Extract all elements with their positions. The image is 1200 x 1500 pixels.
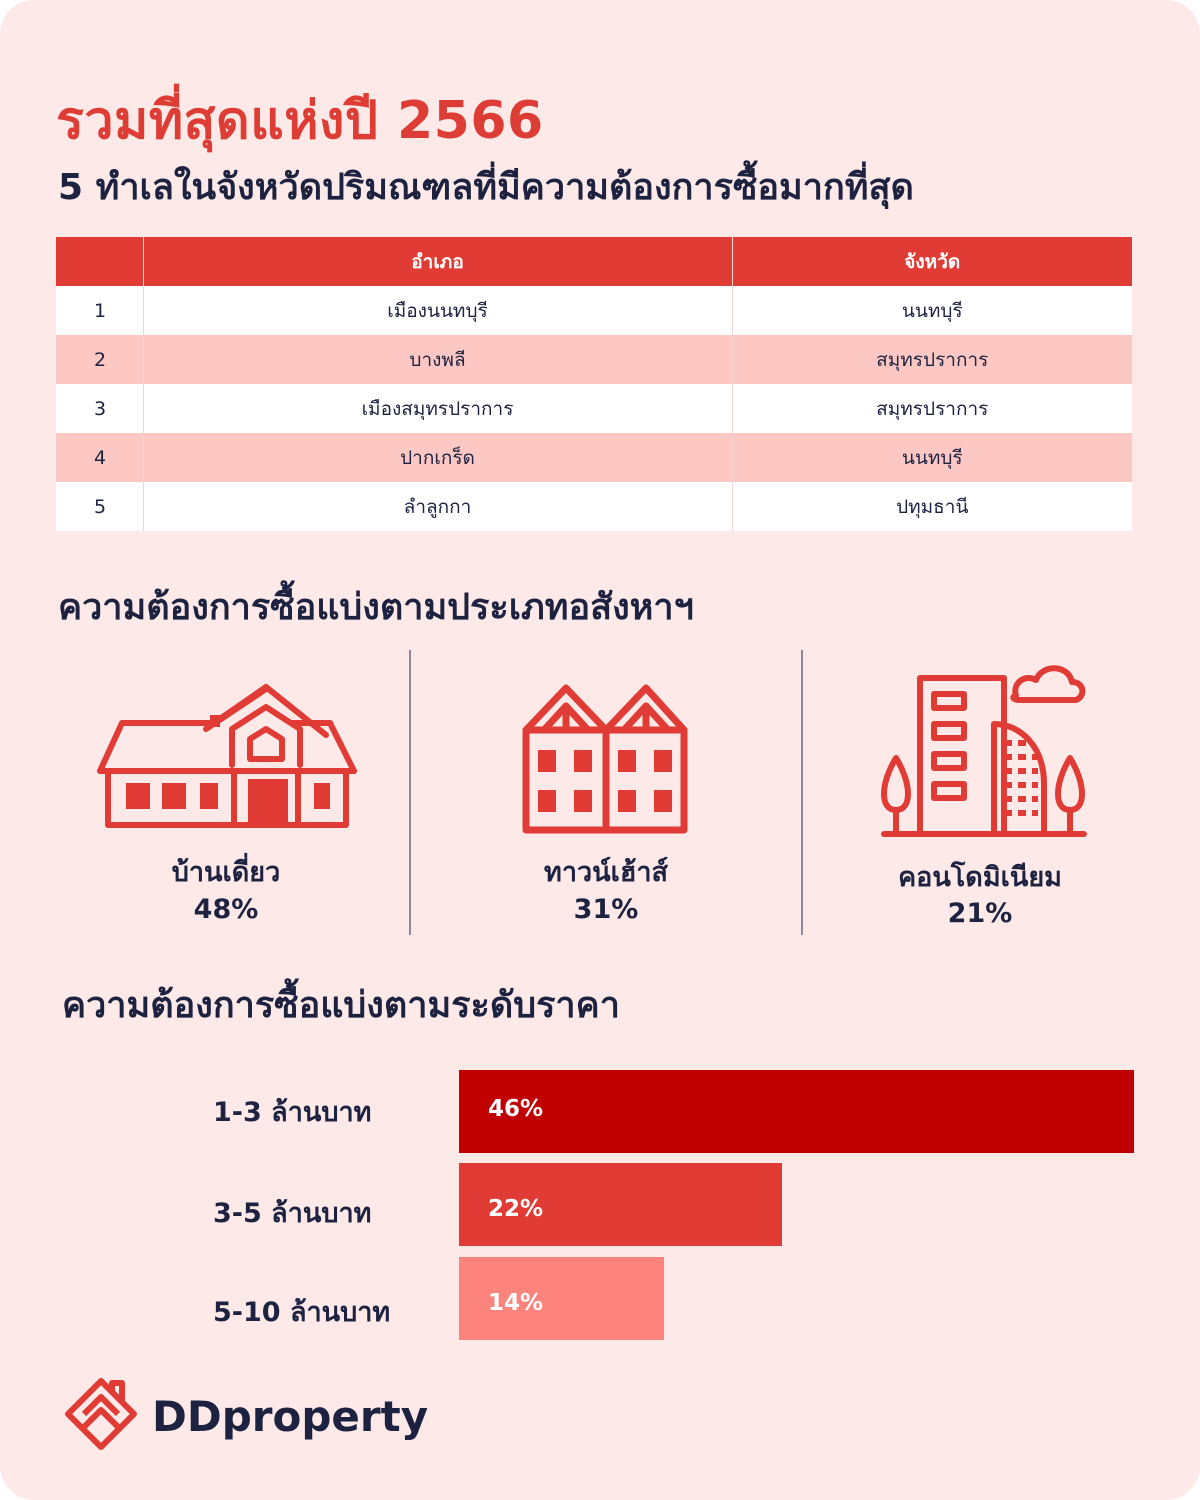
table-row <box>56 482 1132 531</box>
property-type-value: 31% <box>573 894 639 925</box>
table-row <box>56 335 1132 384</box>
single-house-icon <box>96 683 358 829</box>
property-type-value: 21% <box>947 898 1013 929</box>
rank-cell: 4 <box>56 433 143 482</box>
province-cell: นนทบุรี <box>732 286 1132 335</box>
province-cell: นนทบุรี <box>732 433 1132 482</box>
province-cell: ปทุมธานี <box>732 482 1132 531</box>
column-divider <box>409 650 411 935</box>
column-divider <box>801 650 803 935</box>
bar-category-label: 5-10 ล้านบาท <box>213 1297 391 1328</box>
table-header-row <box>56 237 1132 286</box>
district-cell: ลำลูกกา <box>143 482 732 531</box>
bar-value-label: 14% <box>488 1290 544 1316</box>
ddproperty-logo-icon <box>60 1375 142 1457</box>
page-title: รวมที่สุดแห่งปี 2566 <box>56 91 544 151</box>
property-type-section-title: ความต้องการซื้อแบ่งตามประเภทอสังหาฯ <box>58 587 694 628</box>
page-subtitle: 5 ทำเลในจังหวัดปริมณฑลที่มีความต้องการซื้อมากที่สุด <box>58 167 914 208</box>
rank-cell: 3 <box>56 384 143 433</box>
condominium-icon <box>880 660 1090 838</box>
district-cell: ปากเกร็ด <box>143 433 732 482</box>
table-row <box>56 433 1132 482</box>
rank-cell: 1 <box>56 286 143 335</box>
column-header-province: จังหวัด <box>732 237 1132 286</box>
ranking-table <box>56 237 1132 531</box>
property-type-condominium <box>830 650 1130 935</box>
district-cell: เมืองสมุทรปราการ <box>143 384 732 433</box>
bar-category-label: 1-3 ล้านบาท <box>213 1097 372 1128</box>
price-level-section-title: ความต้องการซื้อแบ่งตามระดับราคา <box>62 985 620 1026</box>
district-cell: บางพลี <box>143 335 732 384</box>
townhouse-icon <box>520 682 690 836</box>
rank-cell: 2 <box>56 335 143 384</box>
property-type-single-house <box>76 650 376 935</box>
bar-value-label: 22% <box>488 1196 544 1222</box>
column-header-district: อำเภอ <box>143 237 732 286</box>
district-cell: เมืองนนทบุรี <box>143 286 732 335</box>
bar-1-3-million <box>459 1070 1134 1153</box>
bar-category-label: 3-5 ล้านบาท <box>213 1198 372 1229</box>
property-type-label: ทาวน์เฮ้าส์ <box>544 857 668 888</box>
province-cell: สมุทรปราการ <box>732 384 1132 433</box>
brand-name: DDproperty <box>152 1392 429 1441</box>
table-row <box>56 286 1132 335</box>
property-type-label: บ้านเดี่ยว <box>171 857 281 888</box>
property-type-townhouse <box>456 650 756 935</box>
province-cell: สมุทรปราการ <box>732 335 1132 384</box>
property-type-value: 48% <box>193 894 259 925</box>
property-type-label: คอนโดมิเนียม <box>898 862 1062 893</box>
rank-cell: 5 <box>56 482 143 531</box>
column-header-rank <box>56 237 143 286</box>
table-row <box>56 384 1132 433</box>
bar-value-label: 46% <box>488 1096 544 1122</box>
